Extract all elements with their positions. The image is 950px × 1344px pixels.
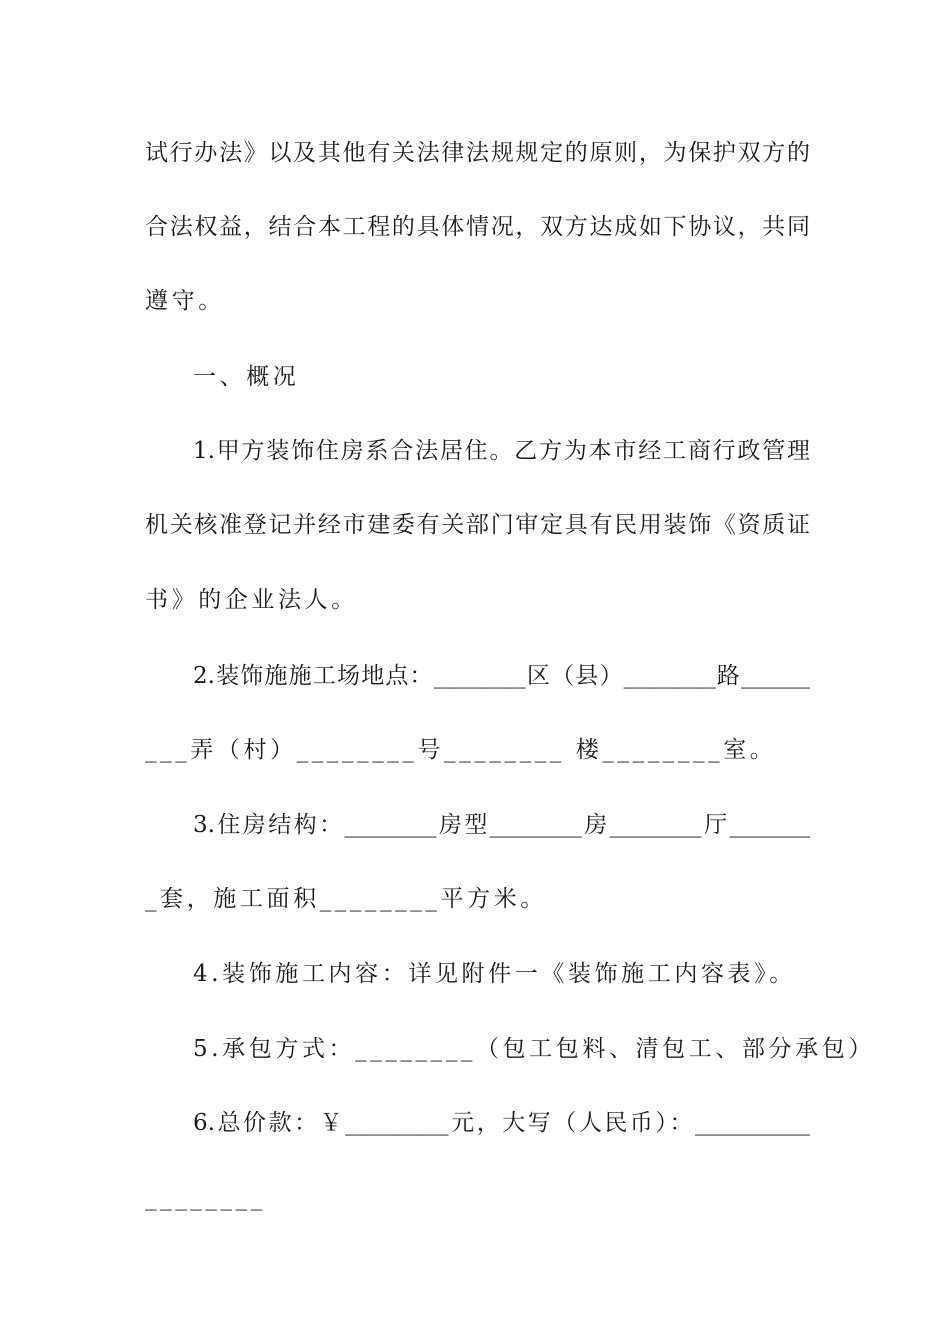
paragraph-line: 5.承包方式：________（包工包料、清包工、部分承包） (193, 1036, 875, 1062)
paragraph-line: 试行办法》以及其他有关法律法规规定的原则，为保护双方的 (145, 140, 810, 166)
paragraph-line: 2.装饰施施工场地点：________区（县）________路______ (193, 663, 810, 689)
paragraph-line: 书》的企业法人。 (145, 587, 358, 613)
paragraph-line: 机关核准登记并经市建委有关部门审定具有民用装饰《资质证 (145, 512, 810, 538)
paragraph-line: 合法权益，结合本工程的具体情况，双方达成如下协议，共同 (145, 214, 810, 240)
paragraph-line: 3.住房结构：________房型________房________厅_______ (193, 812, 810, 838)
paragraph-line: _套，施工面积________平方米。 (145, 886, 547, 912)
paragraph-line: 4.装饰施工内容：详见附件一《装饰施工内容表》。 (193, 961, 796, 987)
paragraph-line: 1.甲方装饰住房系合法居住。乙方为本市经工商行政管理 (193, 438, 810, 464)
section-heading: 一、概况 (193, 364, 300, 390)
paragraph-line: ___弄（村）________号________ 楼________室。 (145, 737, 777, 763)
paragraph-line: ________ (145, 1185, 266, 1211)
paragraph-line: 遵守。 (145, 288, 225, 314)
paragraph-line: 6.总价款：￥_________元，大写（人民币）：__________ (193, 1110, 810, 1136)
